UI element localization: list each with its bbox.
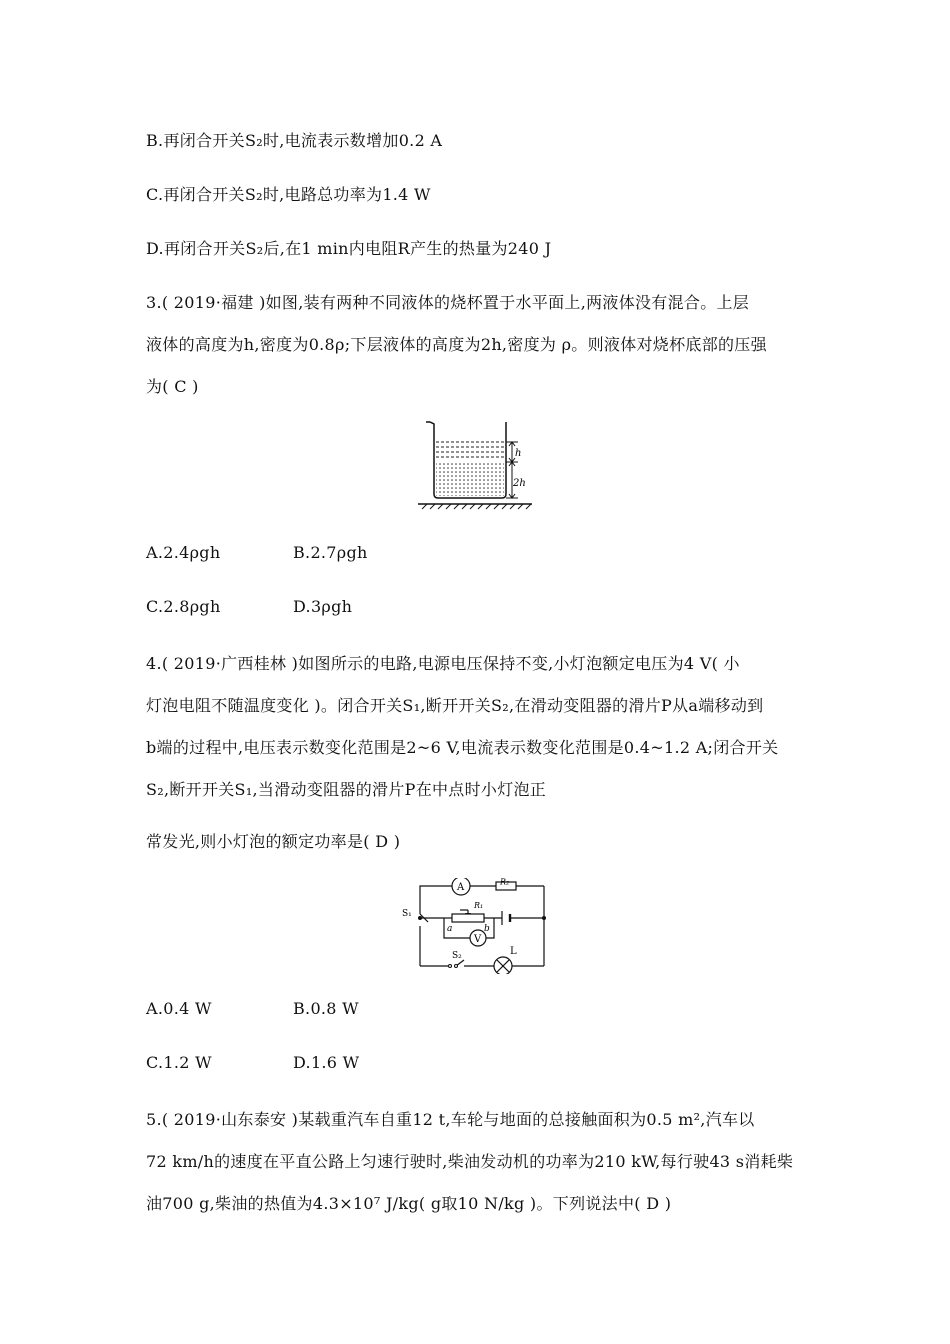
voltmeter-label: V	[474, 934, 482, 945]
q4-stem-line2: 灯泡电阻不随温度变化 )。闭合开关S₁,断开开关S₂,在滑动变阻器的滑片P从a端移动到	[146, 696, 764, 715]
q4-stem-line5: 常发光,则小灯泡的额定功率是( D )	[146, 832, 401, 851]
q3-stem-line1: 3.( 2019·福建 )如图,装有两种不同液体的烧杯置于水平面上,两液体没有混合。上层	[146, 293, 750, 312]
q2-option-d: D.再闭合开关S₂后,在1 min内电阻R产生的热量为240 J	[146, 239, 552, 258]
ground	[418, 504, 532, 509]
q3-option-c: C.2.8ρgh	[146, 597, 221, 616]
q2-option-b: B.再闭合开关S₂时,电流表示数增加0.2 A	[146, 131, 443, 150]
q4-stem-line3: b端的过程中,电压表示数变化范围是2~6 V,电流表示数变化范围是0.4~1.2 A;闭合开关	[146, 738, 779, 757]
a-label: a	[447, 924, 453, 934]
s1-label: S₁	[402, 909, 412, 919]
q4-stem-line1: 4.( 2019·广西桂林 )如图所示的电路,电源电压保持不变,小灯泡额定电压为4 V( 小	[146, 654, 740, 673]
b-label: b	[484, 924, 490, 934]
q4-option-b: B.0.8 W	[293, 999, 359, 1018]
circuit-wires	[420, 886, 544, 966]
rheostat-r1	[452, 914, 484, 922]
q2-option-c: C.再闭合开关S₂时,电路总功率为1.4 W	[146, 185, 431, 204]
q3-stem-line3: 为( C )	[146, 377, 199, 396]
r1-label: R₁	[474, 901, 484, 910]
q4-option-a: A.0.4 W	[146, 999, 212, 1018]
lower-liquid	[436, 462, 504, 496]
q3-stem-line2: 液体的高度为h,密度为0.8ρ;下层液体的高度为2h,密度为 ρ。则液体对烧杯底部的压强	[146, 335, 767, 354]
beaker-figure	[414, 414, 538, 514]
label-2h: 2h	[513, 478, 526, 489]
q4-option-d: D.1.6 W	[293, 1053, 360, 1072]
q4-stem-line4: S₂,断开开关S₁,当滑动变阻器的滑片P在中点时小灯泡正	[146, 780, 547, 799]
q3-option-d: D.3ρgh	[293, 597, 353, 616]
q5-stem-line1: 5.( 2019·山东泰安 )某载重汽车自重12 t,车轮与地面的总接触面积为0.5 m²,汽车以	[146, 1110, 755, 1129]
label-h: h	[515, 448, 522, 459]
lamp-label: L	[510, 946, 517, 957]
ammeter-label: A	[457, 882, 465, 893]
q5-stem-line3: 油700 g,柴油的热值为4.3×10⁷ J/kg( g取10 N/kg )。下列说法中( D )	[146, 1194, 672, 1213]
q3-option-a: A.2.4ρgh	[146, 543, 221, 562]
q4-option-c: C.1.2 W	[146, 1053, 212, 1072]
s2-label: S₂	[452, 951, 462, 961]
upper-liquid	[436, 442, 504, 457]
q3-option-b: B.2.7ρgh	[293, 543, 368, 562]
circuit-figure	[398, 878, 554, 978]
r2-label: R₂	[500, 878, 510, 887]
q5-stem-line2: 72 km/h的速度在平直公路上匀速行驶时,柴油发动机的功率为210 kW,每行驶43 s消耗柴	[146, 1152, 794, 1171]
